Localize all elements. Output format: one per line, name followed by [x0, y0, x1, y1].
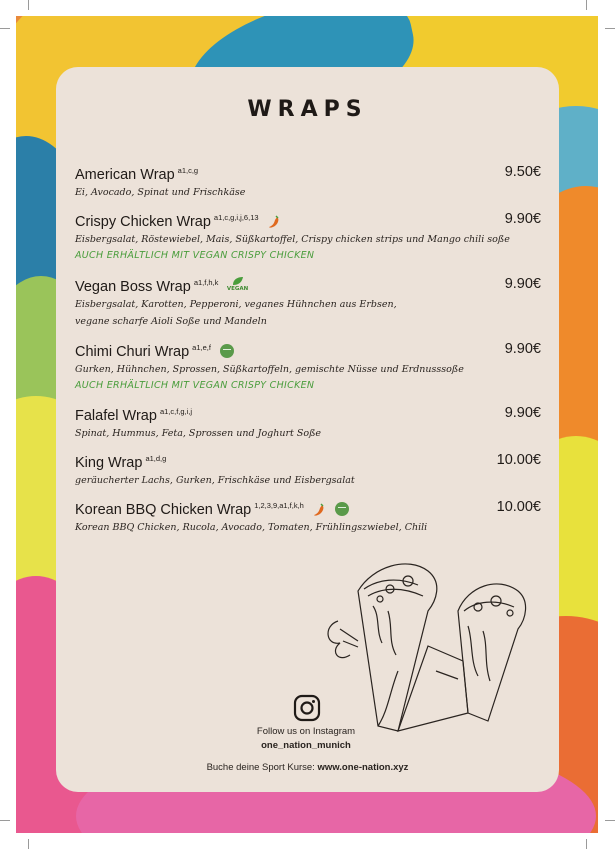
allergen-codes: a1,c,f,g,i,j — [159, 406, 193, 416]
item-name: Korean BBQ Chicken Wrap — [75, 502, 252, 518]
footer-url[interactable]: www.one-nation.xyz — [317, 762, 409, 773]
item-description: vegane scharfe Aioli Soße und Mandeln — [75, 316, 267, 327]
menu-item-korean-bbq-chicken-wrap — [75, 499, 541, 536]
item-price: 9.90€ — [504, 341, 541, 357]
item-price: 10.00€ — [496, 499, 541, 515]
vegan-badge-label: VEGAN — [226, 285, 249, 292]
crop-mark — [605, 28, 615, 29]
instagram-handle[interactable]: one_nation_munich — [261, 740, 351, 751]
footer — [56, 762, 559, 773]
item-price: 9.90€ — [504, 276, 541, 292]
crop-mark — [0, 820, 10, 821]
chili-icon — [312, 503, 326, 517]
item-description: geräucherter Lachs, Gurken, Frischkäse und Eisbergsalat — [75, 475, 355, 486]
follow-text: Follow us on Instagram — [256, 726, 356, 737]
menu-item-chimi-churi-wrap — [75, 341, 541, 394]
item-name: Vegan Boss Wrap — [75, 279, 191, 295]
crop-mark — [28, 839, 29, 849]
allergen-codes: a1,f,h,k — [193, 277, 219, 287]
allergen-codes: a1,e,f — [192, 342, 211, 352]
crop-mark — [586, 0, 587, 10]
halal-icon — [335, 502, 349, 516]
leaf-icon — [232, 276, 244, 286]
allergen-codes: 1,2,3,9,a1,f,k,h — [254, 500, 304, 510]
menu-item-king-wrap — [75, 452, 541, 489]
instagram-icon[interactable] — [293, 694, 321, 722]
halal-icon — [220, 344, 234, 358]
menu-card — [56, 67, 559, 792]
vegan-alternative-note: AUCH ERHÄLTLICH MIT VEGAN CRISPY CHICKEN — [75, 380, 315, 391]
item-price: 9.90€ — [504, 405, 541, 421]
menu-item-american-wrap — [75, 164, 541, 201]
allergen-codes: a1,d,g — [145, 453, 167, 463]
item-price: 9.50€ — [504, 164, 541, 180]
item-description: Gurken, Hühnchen, Sprossen, Süßkartoffeln, gemischte Nüsse und Erdnusssoße — [75, 364, 464, 375]
crop-mark — [28, 0, 29, 10]
vegan-alternative-note: AUCH ERHÄLTLICH MIT VEGAN CRISPY CHICKEN — [75, 250, 315, 261]
menu-item-falafel-wrap — [75, 405, 541, 442]
item-description: Eisbergsalat, Röstewiebel, Mais, Süßkartoffel, Crispy chicken strips und Mango chili soße — [75, 234, 510, 245]
item-description: Spinat, Hummus, Feta, Sprossen und Joghurt Soße — [75, 428, 322, 439]
item-name: American Wrap — [75, 167, 175, 183]
item-name: Falafel Wrap — [75, 408, 157, 424]
wrap-illustration — [318, 551, 533, 741]
menu-item-crispy-chicken-wrap — [75, 211, 541, 264]
item-price: 10.00€ — [496, 452, 541, 468]
allergen-codes: a1,c,g,i,j,6,13 — [213, 212, 259, 222]
allergen-codes: a1,c,g — [177, 165, 199, 175]
menu-title: WRAPS — [247, 97, 368, 122]
item-price: 9.90€ — [504, 211, 541, 227]
chili-icon — [267, 215, 281, 229]
crop-mark — [586, 839, 587, 849]
footer-prefix: Buche deine Sport Kurse: — [206, 762, 315, 773]
vegan-badge — [227, 276, 249, 292]
crop-mark — [605, 820, 615, 821]
crop-mark — [0, 28, 10, 29]
item-description: Korean BBQ Chicken, Rucola, Avocado, Tomaten, Frühlingszwiebel, Chili — [75, 522, 428, 533]
item-name: Crispy Chicken Wrap — [75, 214, 211, 230]
item-description: Ei, Avocado, Spinat und Frischkäse — [75, 187, 246, 198]
menu-item-vegan-boss-wrap — [75, 276, 541, 330]
item-name: Chimi Churi Wrap — [75, 344, 190, 360]
item-description: Eisbergsalat, Karotten, Pepperoni, veganes Hühnchen aus Erbsen, — [75, 299, 397, 310]
item-name: King Wrap — [75, 455, 143, 471]
instagram-follow — [206, 725, 406, 753]
